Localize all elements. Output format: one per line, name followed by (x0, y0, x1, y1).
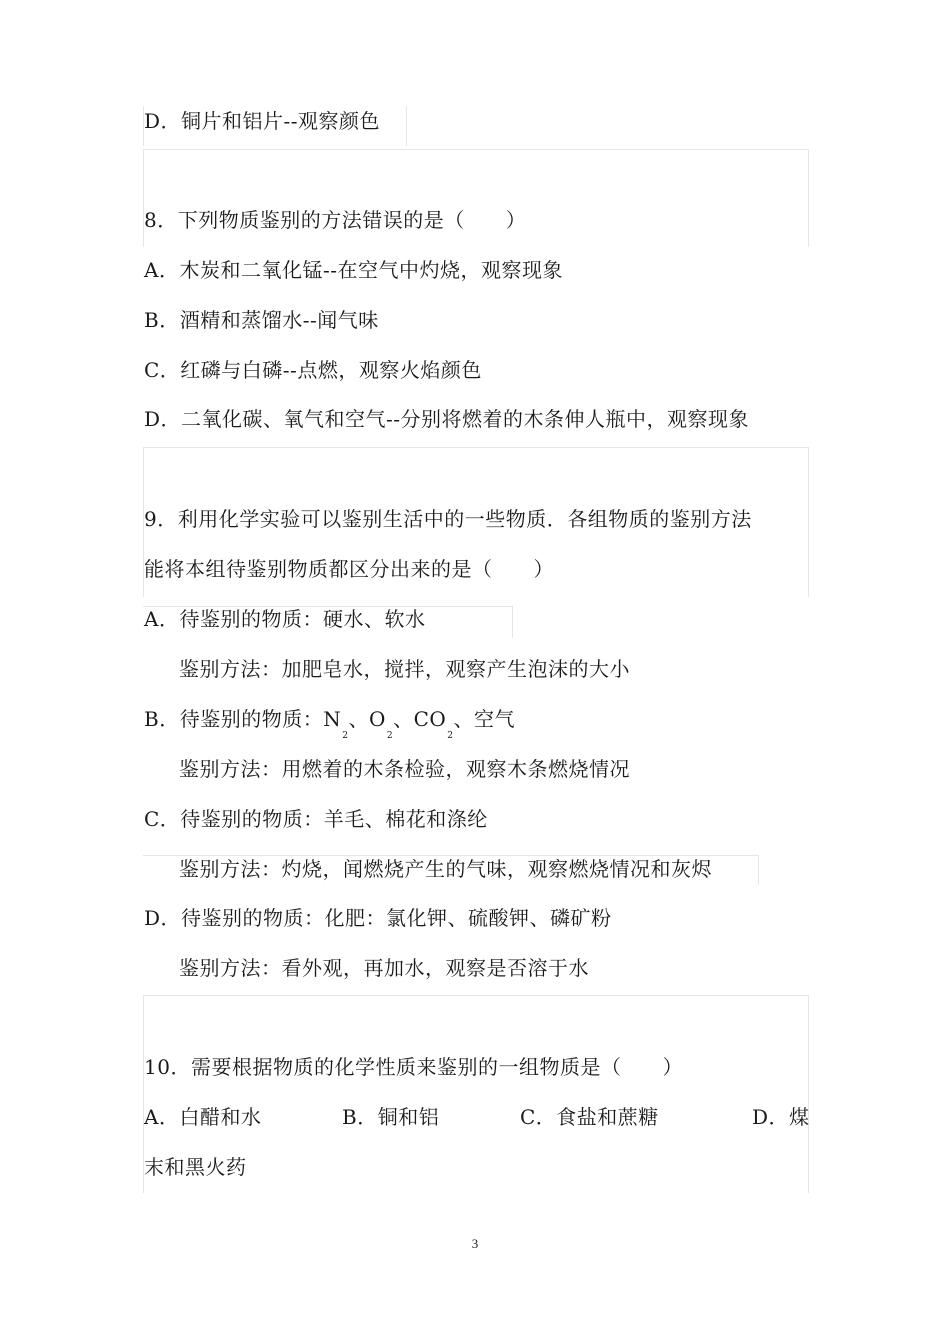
q9-option-d-method: 鉴别方法：看外观，再加水，观察是否溶于水 (179, 956, 589, 980)
q8-stem: 8．下列物质鉴别的方法错误的是（ ） (144, 208, 527, 232)
q9-option-a-method: 鉴别方法：加肥皂水，搅拌，观察产生泡沫的大小 (179, 657, 630, 681)
q10-option-d-part2: 末和黑火药 (144, 1155, 247, 1179)
q9-option-c-method: 鉴别方法：灼烧，闻燃烧产生的气味，观察燃烧情况和灰烬 (179, 857, 712, 881)
page-number: 3 (471, 1236, 479, 1251)
q9-option-b-prefix: B．待鉴别的物质： (144, 707, 324, 731)
air-label: 、空气 (453, 707, 516, 731)
q10-option-b: B．铜和铝 (342, 1105, 440, 1129)
separator: 、 (348, 707, 369, 731)
q10-option-a: A．白醋和水 (144, 1105, 262, 1129)
q9-option-a: A．待鉴别的物质：硬水、软水 (144, 607, 426, 631)
q7-option-d: D．铜片和铝片--观察颜色 (144, 109, 381, 133)
q9-option-c: C．待鉴别的物质：羊毛、棉花和涤纶 (144, 807, 488, 831)
subscript: 2 (386, 731, 394, 741)
subscript: 2 (447, 731, 454, 741)
q9-option-b-method: 鉴别方法：用燃着的木条检验，观察木条燃烧情况 (179, 757, 630, 781)
formula-co2: $CO_2$ (413, 707, 454, 741)
formula-n2: $N_2$ (323, 707, 349, 741)
q10-stem: 10．需要根据物质的化学性质来鉴别的一组物质是（ ） (144, 1055, 683, 1079)
q8-option-c: C．红磷与白磷--点燃，观察火焰颜色 (144, 358, 482, 382)
q10-option-d-part1: D．煤 (752, 1105, 810, 1129)
q9-option-b (144, 706, 516, 741)
formula-o2: $O_2$ (368, 707, 394, 741)
q8-option-d: D．二氧化碳、氧气和空气--分别将燃着的木条伸人瓶中，观察现象 (144, 407, 750, 431)
q9-stem-line2: 能将本组待鉴别物质都区分出来的是（ ） (144, 557, 554, 581)
q8-option-a: A．木炭和二氧化锰--在空气中灼烧，观察现象 (144, 258, 563, 282)
q9-option-d: D．待鉴别的物质：化肥：氯化钾、硫酸钾、磷矿粉 (144, 906, 612, 930)
separator: 、 (393, 707, 414, 731)
q10-option-c: C．食盐和蔗糖 (520, 1105, 659, 1129)
q9-stem-line1: 9．利用化学实验可以鉴别生活中的一些物质．各组物质的鉴别方法 (144, 507, 752, 531)
q8-option-b: B．酒精和蒸馏水--闻气味 (144, 308, 379, 332)
subscript: 2 (342, 731, 349, 741)
